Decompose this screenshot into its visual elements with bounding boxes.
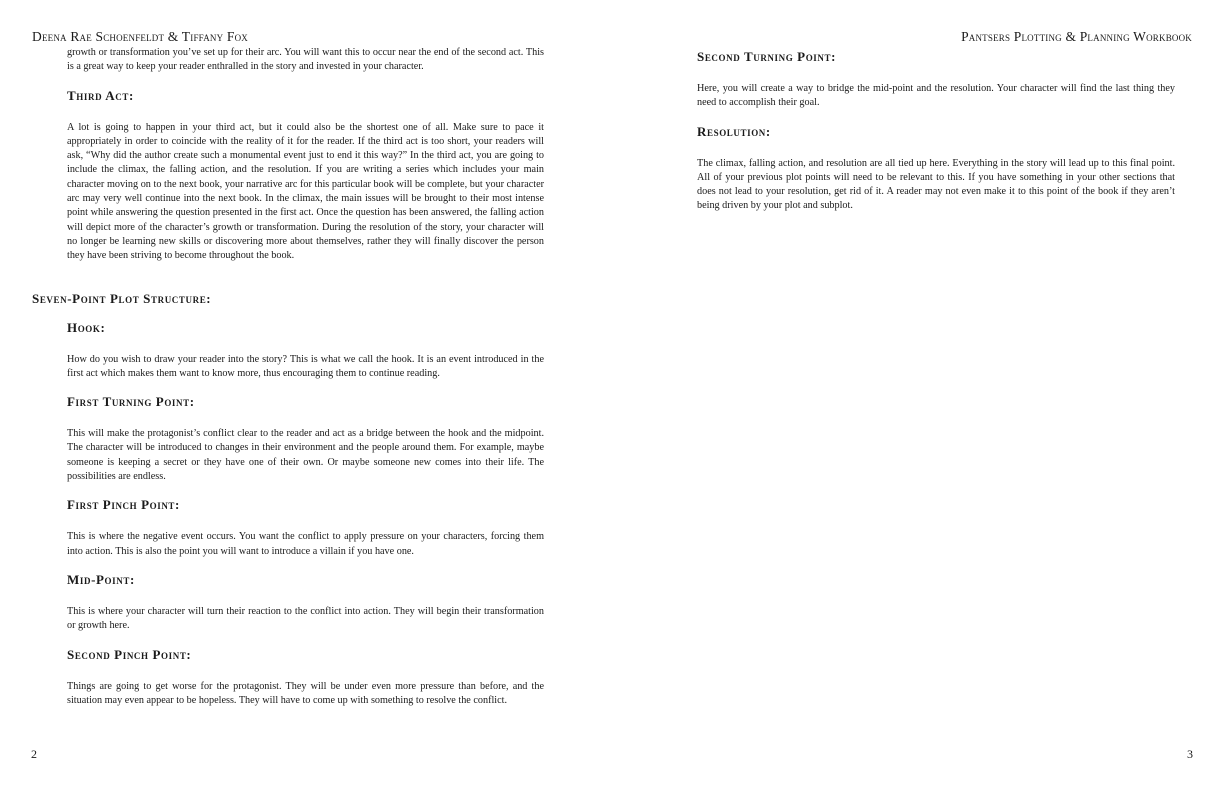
first-turning-point-heading: First Turning Point:	[67, 394, 195, 410]
third-act-paragraph: A lot is going to happen in your third act, but it could also be the shortest one of all. Make sure to pace it appropriately in order to coincide with the reality of it for the reader. If the third act is too short, your readers will ask, “Why did the author create such a monumental event just to end it this way?” In the third act, you are going to include the climax, the falling action, and the resolution. If you are writing a series which includes your main character moving on to the next book, your narrative arc for this particular book will be complete, but your character arc may very well continue into the next book. In the climax, the main issues will be brought to their most intense point while answering the question presented in the first act. Once the question has been answered, the falling action will depict more of the character’s growth or transformation. During the resolution of the story, your character will no longer be learning new skills or discovering more about themselves, rather they will finally discover the person they have been striving to become throughout the book.	[67, 121, 544, 262]
first-turning-point-paragraph: This will make the protagonist’s conflict clear to the reader and act as a bridge between the hook and the midpoint. The character will be introduced to changes in their environment and the people around them. For example, maybe someone is keeping a secret or they have one of their own. Or maybe someone new comes into their life. The possibilities are endless.	[67, 428, 544, 483]
hook-heading: Hook:	[67, 319, 106, 335]
second-pinch-point-heading: Second Pinch Point:	[67, 646, 192, 662]
mid-point-paragraph: This is where your character will turn their reaction to the conflict into action. They will begin their transformation or growth here.	[67, 605, 544, 632]
page-number-left: 2	[31, 747, 37, 761]
page-number-right: 3	[1187, 747, 1193, 761]
second-turning-point-heading: Second Turning Point:	[697, 49, 837, 64]
running-head-title: Pantsers Plotting & Planning Workbook	[961, 29, 1192, 44]
resolution-heading: Resolution:	[697, 123, 771, 139]
right-page	[612, 0, 1224, 792]
right-page-content	[697, 49, 1175, 214]
running-head-authors: Deena Rae Schoenfeldt & Tiffany Fox	[32, 29, 248, 44]
resolution-paragraph: The climax, falling action, and resolution are all tied up here. Everything in the story will lead up to this final point. All of your previous plot points will need to be relevant to this. If you have something in your other sections that does not lead to your resolution, get rid of it. A reader may not even make it to this point of the book if they aren’t being driven by your plot and subplot.	[697, 157, 1175, 212]
seven-point-section-heading: Seven-Point Plot Structure:	[32, 290, 212, 306]
first-pinch-point-heading: First Pinch Point:	[67, 497, 180, 513]
intro-paragraph: growth or transformation you’ve set up for their arc. You will want this to occur near the end of the second act. This is a great way to keep your reader enthralled in the story and invested in your character.	[67, 47, 544, 73]
second-turning-point-paragraph: Here, you will create a way to bridge the mid-point and the resolution. Your character will find the last thing they need to accomplish their goal.	[697, 83, 1175, 109]
first-pinch-point-paragraph: This is where the negative event occurs. You want the conflict to apply pressure on your characters, forcing them into action. This is also the point you will want to introduce a villain if you have one.	[67, 531, 544, 557]
left-page-content	[32, 46, 544, 708]
hook-paragraph: How do you wish to draw your reader into the story? This is what we call the hook. It is an event introduced in the first act which makes them want to know more, thus encouraging them to continue reading.	[67, 353, 544, 379]
second-pinch-point-paragraph: Things are going to get worse for the protagonist. They will be under even more pressure than before, and the situation may even appear to be hopeless. They will have to come up with something to resolve the conflict.	[67, 680, 544, 706]
third-act-heading: Third Act:	[67, 87, 134, 103]
mid-point-heading: Mid-Point:	[67, 571, 135, 587]
